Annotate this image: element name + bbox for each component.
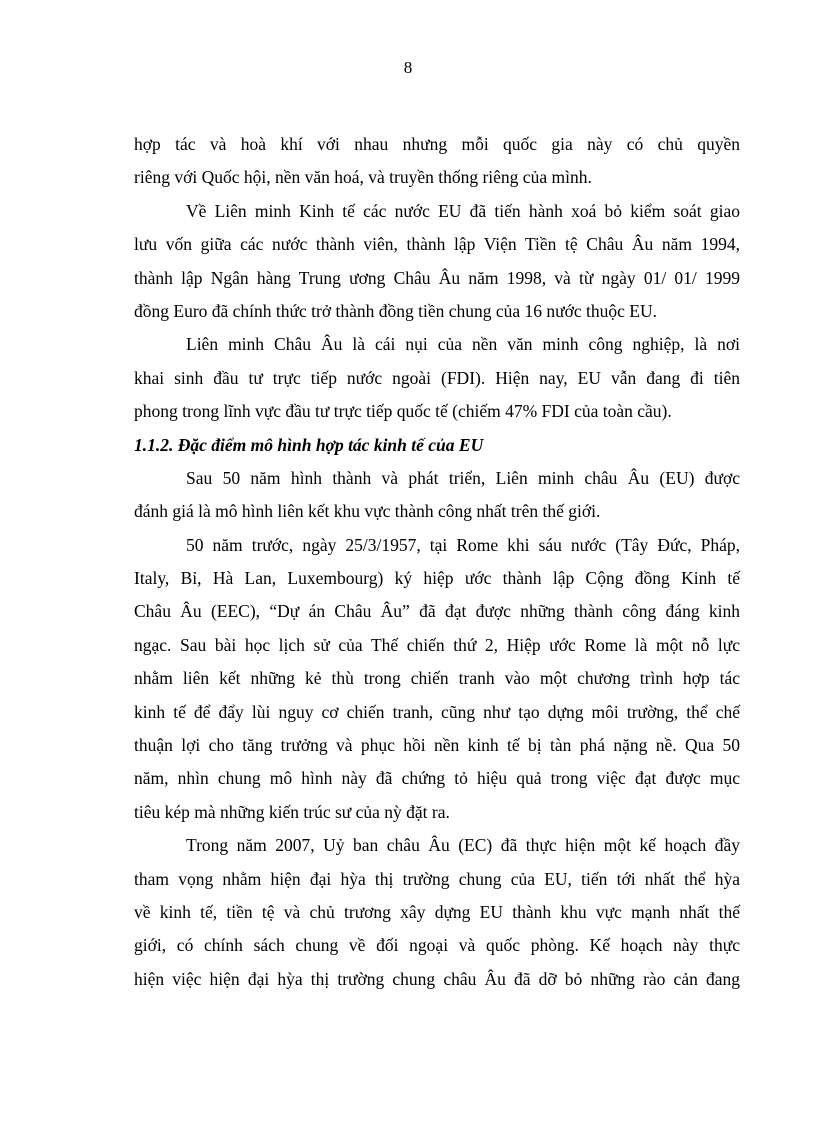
- text-line: Trong năm 2007, Uỷ ban châu Âu (EC) đã thực hiện một kế hoạch đầy: [186, 835, 740, 856]
- text-line: nhằm liên kết những kẻ thù trong chiến tranh vào một chương trình hợp tác: [134, 668, 740, 689]
- page-number: 8: [403, 58, 413, 77]
- body-text: [134, 128, 740, 996]
- text-line: Sau 50 năm hình thành và phát triển, Liên minh châu Âu (EU) được: [186, 467, 740, 488]
- text-line: Liên minh Châu Âu là cái nụi của nền văn minh công nghiệp, là nơi: [186, 334, 740, 355]
- text-line: Về Liên minh Kinh tế các nước EU đã tiến hành xoá bỏ kiểm soát giao: [186, 200, 740, 221]
- text-line: về kinh tế, tiền tệ và chủ trương xây dựng EU thành khu vực mạnh nhất thế: [134, 901, 740, 922]
- text-line: Châu Âu (EEC), “Dự án Châu Âu” đã đạt được những thành công đáng kinh: [134, 601, 740, 622]
- text-line: hợp tác và hoà khí với nhau nhưng mỗi quốc gia này có chủ quyền: [134, 134, 740, 154]
- text-line: tiêu kép mà những kiến trúc sư của nỳ đặt ra.: [134, 801, 450, 822]
- text-line: ngạc. Sau bài học lịch sử của Thế chiến thứ 2, Hiệp ước Rome là một nỗ lực: [134, 634, 740, 655]
- text-line: đánh giá là mô hình liên kết khu vực thành công nhất trên thế giới.: [134, 501, 601, 522]
- section-heading: 1.1.2. Đặc điểm mô hình hợp tác kinh tế của EU: [134, 434, 484, 455]
- text-line: tham vọng nhằm hiện đại hỳa thị trường chung của EU, tiến tới nhất thể hỳa: [134, 868, 740, 889]
- text-line: phong trong lĩnh vực đầu tư trực tiếp quốc tế (chiếm 47% FDI của toàn cầu).: [134, 401, 672, 422]
- text-line: Italy, Bỉ, Hà Lan, Luxembourg) ký hiệp ước thành lập Cộng đồng Kinh tế: [134, 568, 740, 589]
- text-line: lưu vốn giữa các nước thành viên, thành lập Viện Tiền tệ Châu Âu năm 1994,: [134, 234, 740, 255]
- text-line: năm, nhìn chung mô hình này đã chứng tỏ hiệu quả trong việc đạt được mục: [134, 768, 740, 789]
- text-line: khai sinh đầu tư trực tiếp nước ngoài (FDI). Hiện nay, EU vẫn đang đi tiên: [134, 367, 740, 388]
- text-line: 50 năm trước, ngày 25/3/1957, tại Rome khi sáu nước (Tây Đức, Pháp,: [186, 534, 740, 555]
- text-line: thành lập Ngân hàng Trung ương Châu Âu năm 1998, và từ ngày 01/ 01/ 1999: [134, 267, 740, 288]
- text-line: hiện việc hiện đại hỳa thị trường chung châu Âu đã dỡ bỏ những rào cản đang: [134, 968, 740, 989]
- text-line: riêng với Quốc hội, nền văn hoá, và truyền thống riêng của mình.: [134, 167, 592, 188]
- text-line: giới, có chính sách chung về đối ngoại và quốc phòng. Kế hoạch này thực: [134, 935, 740, 956]
- text-line: đồng Euro đã chính thức trở thành đồng tiền chung của 16 nước thuộc EU.: [134, 300, 657, 321]
- text-line: kinh tế để đẩy lùi nguy cơ chiến tranh, cũng như tạo dựng môi trường, thể chế: [134, 701, 740, 722]
- text-line: thuận lợi cho tăng trưởng và phục hồi nền kinh tế bị tàn phá nặng nề. Qua 50: [134, 735, 740, 756]
